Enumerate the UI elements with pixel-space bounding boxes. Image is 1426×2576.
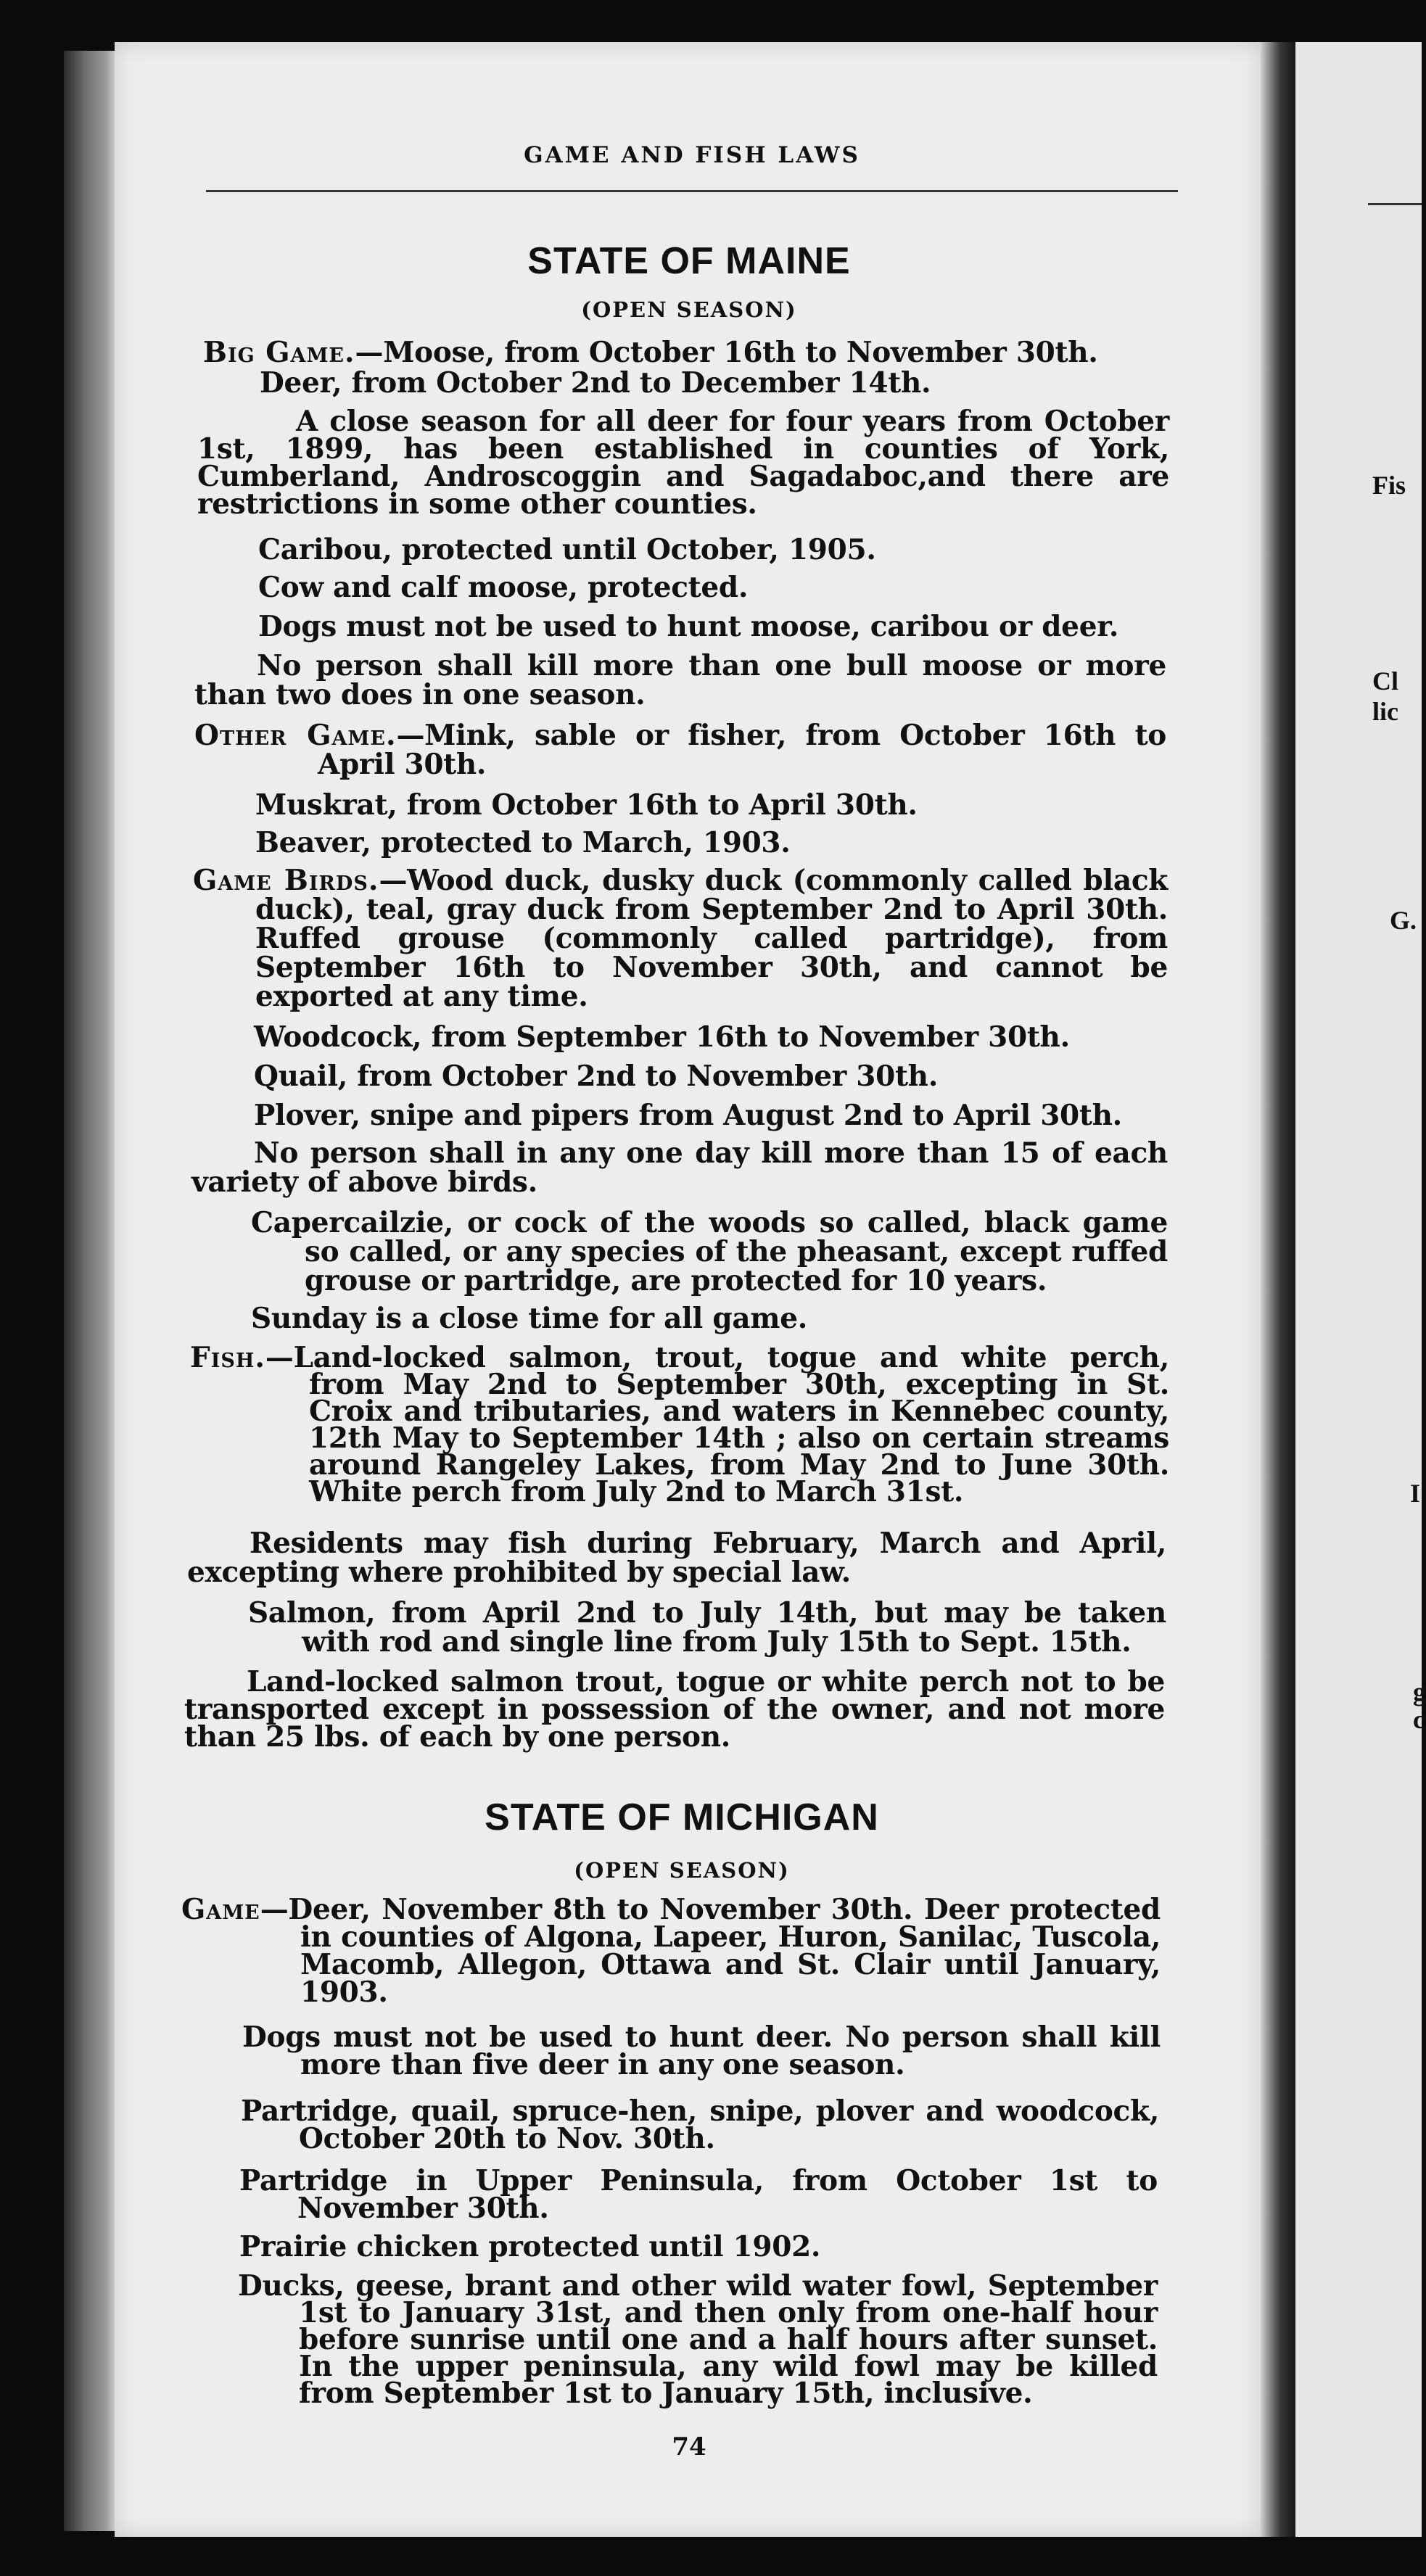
paragraph-label: Fish. [190, 1341, 265, 1374]
page-number: 74 [672, 2432, 706, 2461]
facing-page-fragment: c [1413, 1705, 1425, 1734]
maine-paragraph: No person shall in any one day kill more than 15 of each variety of above birds. [191, 1136, 1168, 1199]
header-rule [206, 190, 1178, 192]
michigan-paragraph: Game—Deer, November 8th to November 30th. Deer protected in counties of Algona, Lapeer, Huron, Sanilac, Tuscola, Macomb, Allegon, Ottawa and St. Clair until January, 1903. [181, 1893, 1161, 2009]
facing-page-fragment: g [1413, 1677, 1426, 1706]
left-spine [64, 51, 116, 2531]
maine-paragraph: Quail, from October 2nd to November 30th. [254, 1060, 938, 1093]
maine-title: STATE OF MAINE [527, 240, 851, 282]
paragraph-label: Game Birds. [193, 864, 379, 897]
facing-page-rule [1368, 203, 1422, 205]
maine-paragraph: Muskrat, from October 16th to April 30th. [255, 788, 918, 822]
maine-paragraph: Beaver, protected to March, 1903. [255, 826, 791, 859]
paragraph-label: Game [181, 1893, 260, 1926]
facing-page-fragment: I [1410, 1479, 1421, 1508]
michigan-paragraph: Partridge in Upper Peninsula, from October 1st to November 30th. [239, 2164, 1158, 2225]
maine-paragraph: Other Game.—Mink, sable or fisher, from October 16th to April 30th. [194, 719, 1166, 781]
maine-paragraph: Salmon, from April 2nd to July 14th, but may be taken with rod and single line from July 15th to Sept. 15th. [248, 1596, 1166, 1659]
maine-subtitle: (OPEN SEASON) [581, 297, 797, 322]
running-head: GAME AND FISH LAWS [524, 142, 860, 168]
facing-page-fragment: G. [1390, 906, 1417, 935]
maine-paragraph: Caribou, protected until October, 1905. [258, 533, 876, 566]
maine-paragraph: Deer, from October 2nd to December 14th. [260, 366, 931, 400]
maine-paragraph: Big Game.—Moose, from October 16th to November 30th. [203, 336, 1098, 369]
facing-page-fragment: Cl [1372, 666, 1398, 695]
maine-paragraph: Dogs must not be used to hunt moose, caribou or deer. [258, 610, 1119, 643]
michigan-paragraph: Prairie chicken protected until 1902. [239, 2230, 821, 2263]
michigan-paragraph: Ducks, geese, brant and other wild water fowl, September 1st to January 31st, and then only from one-half hour before sunrise until one and a half hours after sunset. In the upper peninsula, any wild fowl may be killed from September 1st to January 15th, inclusive. [238, 2269, 1158, 2410]
maine-paragraph: Cow and calf moose, protected. [258, 571, 749, 604]
facing-page [1295, 42, 1422, 2537]
michigan-paragraph: Dogs must not be used to hunt deer. No person shall kill more than five deer in any one season. [242, 2020, 1161, 2081]
maine-paragraph: Fish.—Land-locked salmon, trout, togue and white perch, from May 2nd to September 30th, excepting in St. Croix and tributaries, and waters in Kennebec county, 12th May to September 14th ; also on certain streams around Rangeley Lakes, from May 2nd to June 30th. White perch from July 2nd to March 31st. [190, 1341, 1169, 1508]
book-gutter [1261, 42, 1295, 2537]
paragraph-label: Big Game. [203, 336, 355, 369]
facing-page-fragment: Fis [1372, 471, 1406, 500]
maine-paragraph: Residents may fish during February, March and April, excepting where prohibited by special law. [187, 1527, 1166, 1589]
michigan-paragraph: Partridge, quail, spruce-hen, snipe, plover and woodcock, October 20th to Nov. 30th. [241, 2094, 1159, 2155]
michigan-subtitle: (OPEN SEASON) [574, 1858, 790, 1883]
facing-page-fragment: lic [1372, 697, 1398, 726]
maine-paragraph: No person shall kill more than one bull moose or more than two does in one season. [194, 649, 1166, 711]
maine-paragraph: Game Birds.—Wood duck, dusky duck (commonly called black duck), teal, gray duck from September 2nd to April 30th. Ruffed grouse (commonly called partridge), from September 16th to November 30th, and cannot be exported at any time. [193, 864, 1169, 1013]
maine-paragraph: Sunday is a close time for all game. [251, 1302, 808, 1335]
maine-paragraph: Land-locked salmon trout, togue or white perch not to be transported except in possession of the owner, and not more than 25 lbs. of each by one person. [184, 1665, 1165, 1754]
maine-paragraph: Capercailzie, or cock of the woods so called, black game so called, or any species of the pheasant, except ruffed grouse or partridge, are protected for 10 years. [251, 1206, 1168, 1297]
michigan-title: STATE OF MICHIGAN [485, 1796, 879, 1838]
maine-paragraph: A close season for all deer for four years from October 1st, 1899, has been established in counties of York, Cumberland, Androscoggin and Sagadaboc,and there are restrictions in some other counties. [197, 405, 1169, 521]
paragraph-label: Other Game. [194, 719, 397, 752]
maine-paragraph: Woodcock, from September 16th to November 30th. [254, 1020, 1070, 1054]
maine-paragraph: Plover, snipe and pipers from August 2nd to April 30th. [254, 1099, 1122, 1132]
